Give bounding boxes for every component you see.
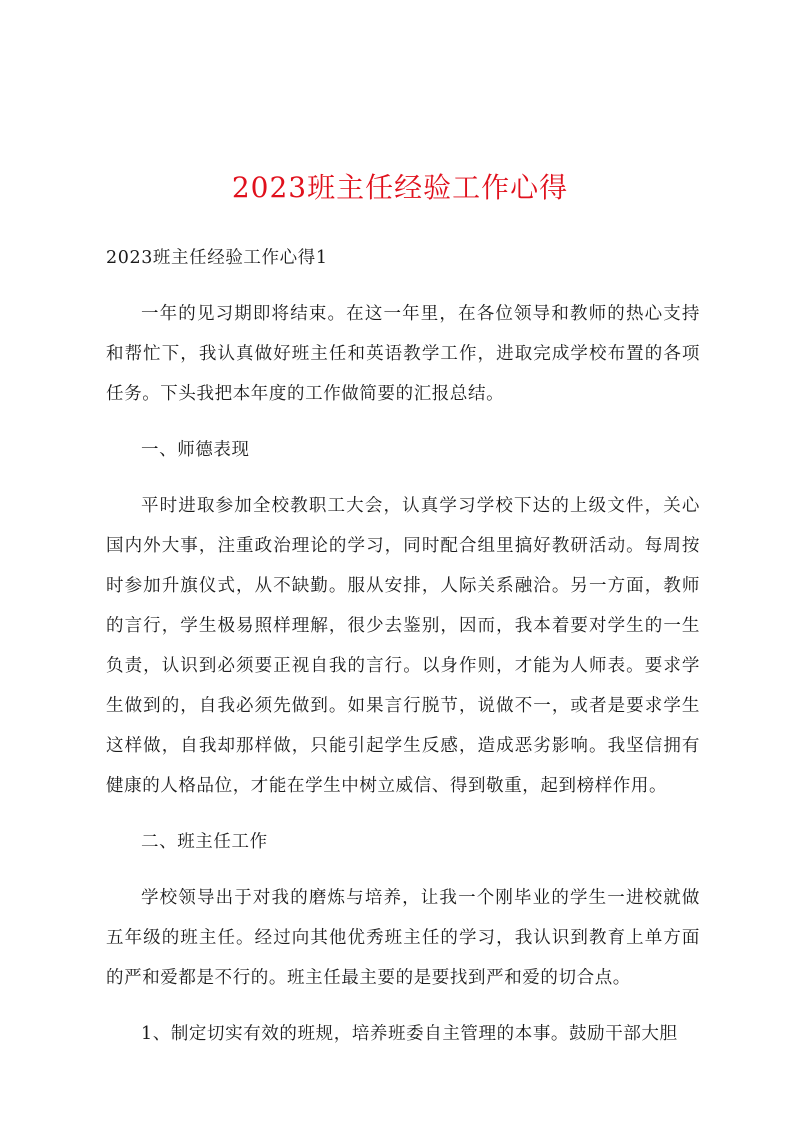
paragraph-class-teacher: 学校领导出于对我的磨炼与培养，让我一个刚毕业的学生一进校就做五年级的班主任。经过向其他优秀班主任的学习，我认识到教育上单方面的严和爱都是不行的。班主任最主要的是要找到严和爱的切合点。 [106, 888, 700, 988]
paragraph-class-rules: 1、制定切实有效的班规，培养班委自主管理的本事。鼓励干部大胆 [141, 1024, 678, 1044]
paragraph-ethics: 平时进取参加全校教职工大会，认真学习学校下达的上级文件，关心国内外大事，注重政治理论的学习，同时配合组里搞好教研活动。每周按时参加升旗仪式，从不缺勤。服从安排，人际关系融洽。另一方面，教师的言行，学生极易照样理解，很少去鉴别，因而，我本着要对学生的一生负责，认识到必须要正视自我的言行。以身作则，才能为人师表。要求学生做到的，自我必须先做到。如果言行脱节，说做不一，或者是要求学生这样做，自我却那样做，只能引起学生反感，造成恶劣影响。我坚信拥有健康的人格品位，才能在学生中树立威信、得到敬重，起到榜样作用。 [106, 496, 700, 796]
document-body [106, 238, 700, 1070]
section-heading-class-teacher: 二、班主任工作 [141, 832, 268, 852]
document-subtitle: 2023班主任经验工作心得1 [106, 248, 328, 268]
document-title: 2023班主任经验工作心得 [231, 171, 569, 204]
paragraph-intro: 一年的见习期即将结束。在这一年里，在各位领导和教师的热心支持和帮忙下，我认真做好班主任和英语教学工作，进取完成学校布置的各项任务。下头我把本年度的工作做简要的汇报总结。 [106, 304, 700, 404]
section-heading-ethics: 一、师德表现 [141, 440, 250, 460]
